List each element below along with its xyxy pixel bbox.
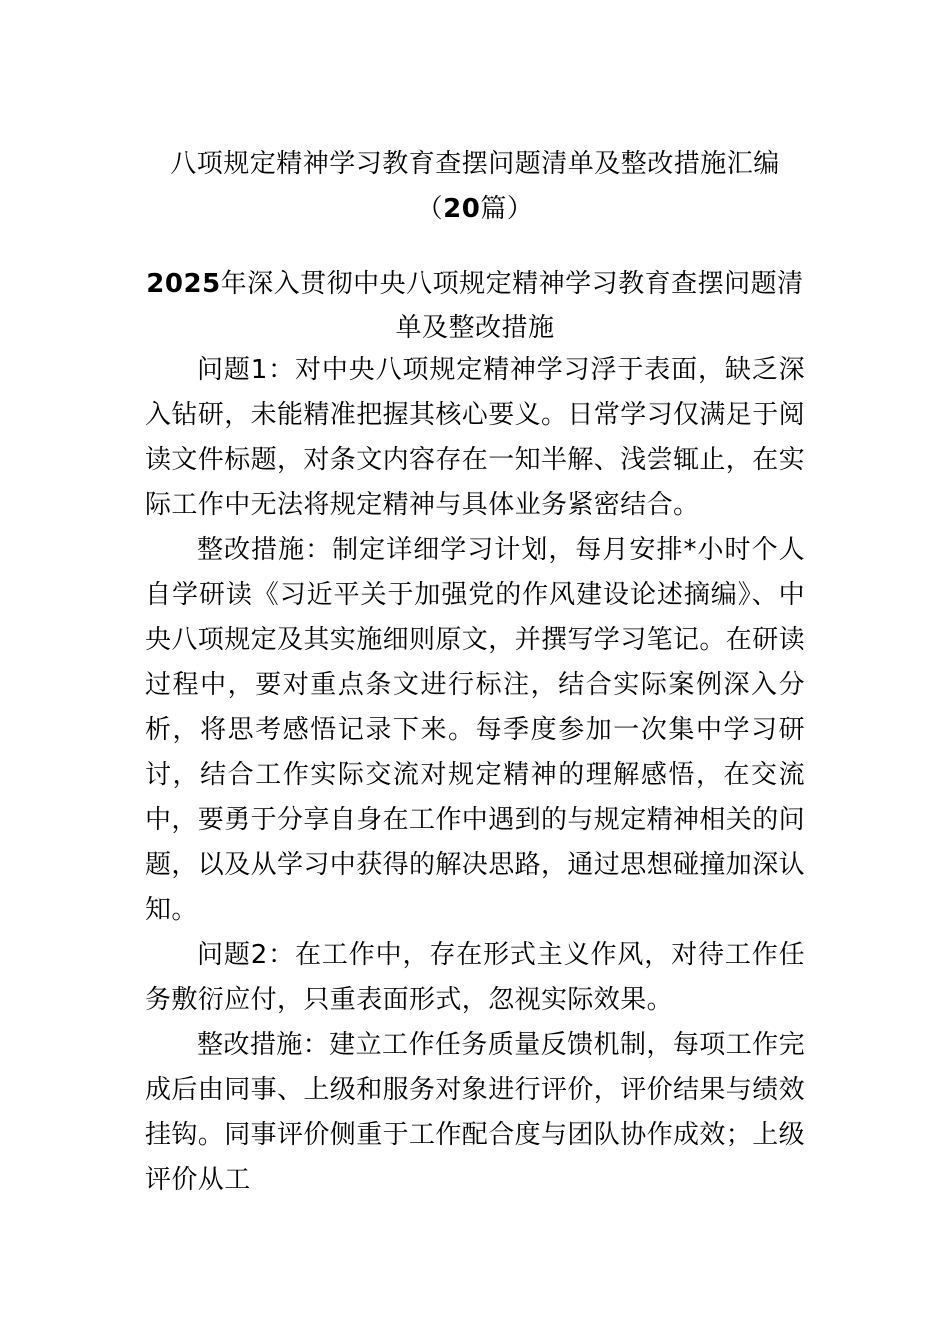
paragraph-measure-2: 整改措施：建立工作任务质量反馈机制，每项工作完成后由同事、上级和服务对象进行评价，评价结果与绩效挂钩。同事评价侧重于工作配合度与团队协作成效；上级评价从工 (145, 1030, 806, 1195)
section-title (145, 262, 805, 350)
document-title (145, 142, 805, 232)
document-body (145, 348, 805, 1203)
paragraph-problem-2: 问题2：在工作中，存在形式主义作风，对待工作任务敷衍应付，只重表面形式，忽视实际效果。 (145, 940, 805, 1015)
document-title-end: 篇） (480, 194, 534, 224)
section-title-text: 年深入贯彻中央八项规定精神学习教育查摆问题清单及整改措施 (220, 269, 804, 343)
paragraph-measure-1: 整改措施：制定详细学习计划，每月安排*小时个人自学研读《习近平关于加强党的作风建设论述摘编》、中央八项规定及其实施细则原文，并撰写学习笔记。在研读过程中，要对重点条文进行标注，结合实际案例深入分析，将思考感悟记录下来。每季度参加一次集中学习研讨，结合工作实际交流对规定精神的理解感悟，在交流中，要勇于分享自身在工作中遇到的与规定精神相关的问题，以及从学习中获得的解决思路，通过思想碰撞加深认知。 (145, 535, 806, 925)
document-title-text: 八项规定精神学习教育查摆问题清单及整改措施汇编（ (170, 149, 780, 224)
paragraph-problem-1: 问题1：对中央八项规定精神学习浮于表面，缺乏深入钻研，未能精准把握其核心要义。日常学习仅满足于阅读文件标题，对条文内容存在一知半解、浅尝辄止，在实际工作中无法将规定精神与具体业务紧密结合。 (145, 355, 806, 520)
document-title-count: 20 (443, 194, 481, 224)
section-title-year: 2025 (146, 269, 221, 299)
